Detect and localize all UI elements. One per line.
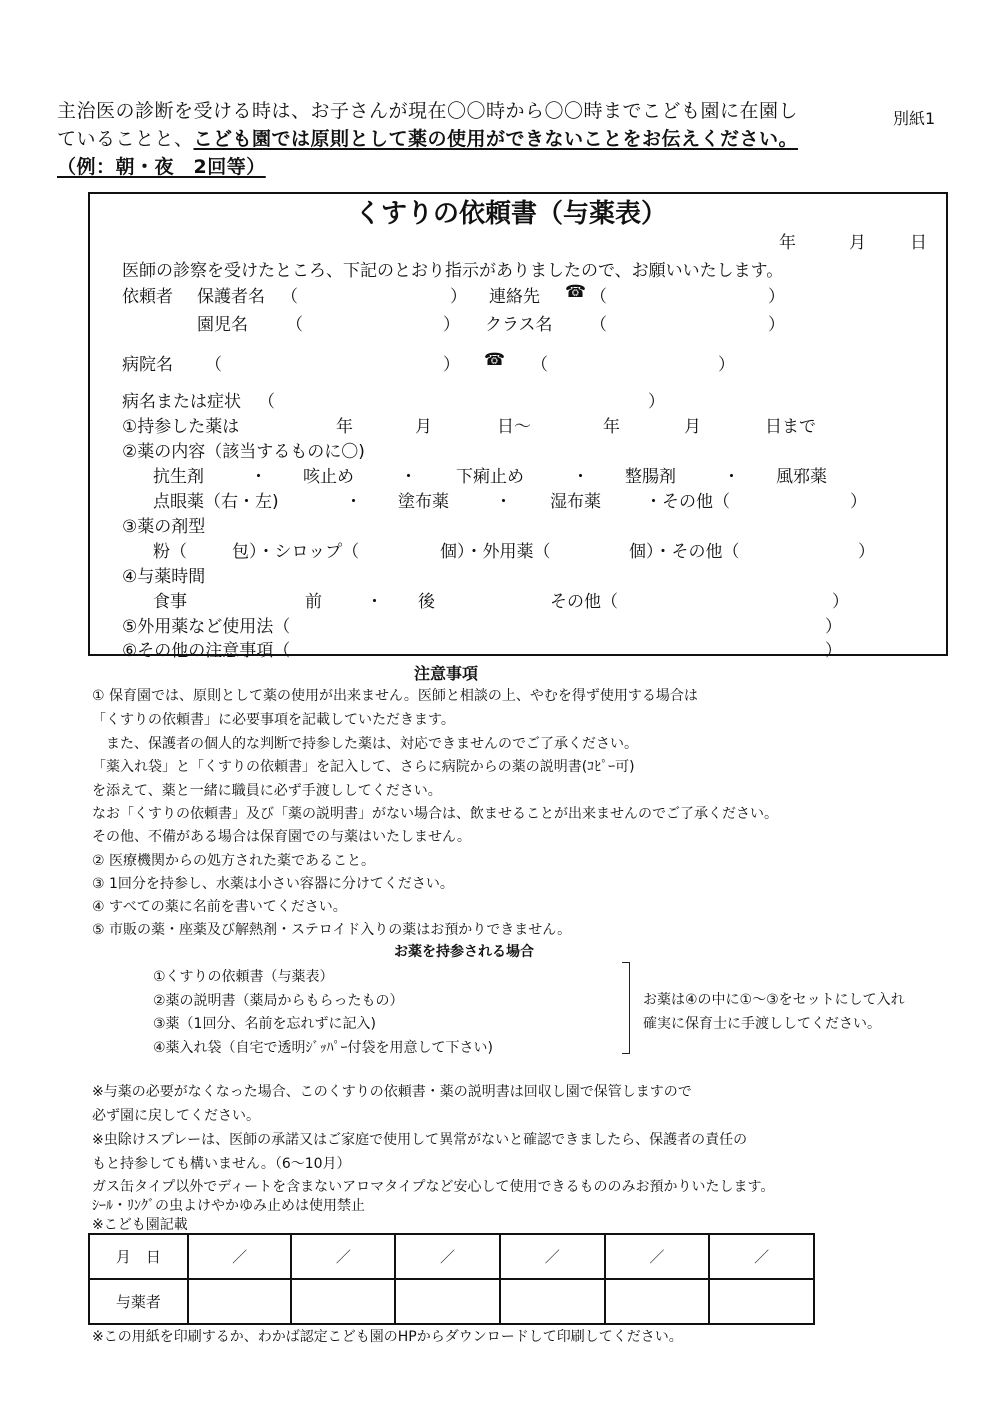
form-packet-syrup: 包）・シロップ（: [232, 542, 360, 562]
footer-line-4: もと持参しても構いません。（6～10月）: [92, 1156, 351, 1172]
footer-line-5: ガス缶タイプ以外でディートを含まないアロマタイプなど安心して使用できるもののみお預かりいたします。: [92, 1179, 775, 1195]
administrator-cell-5[interactable]: [605, 1279, 710, 1324]
item4-label: ④与薬時間: [122, 567, 206, 587]
disease-label: 病名または症状: [122, 392, 241, 412]
bring-item-4: ④薬入れ袋（自宅で透明ｼﾞｯﾊﾟｰ付袋を用意して下さい): [153, 1040, 494, 1056]
child-close: ）: [443, 315, 460, 335]
item6-label: ⑥その他の注意事項（: [122, 641, 291, 661]
footer-bottom-note: ※この用紙を印刷するか、わかば認定こども園のHPからダウンロードして印刷してください。: [92, 1329, 683, 1345]
class-open: （: [590, 315, 607, 335]
timing-other-open: その他（: [550, 592, 618, 612]
type-intestinal: 整腸剤: [625, 467, 676, 487]
timing-meal: 食事: [153, 592, 187, 612]
hospital-close: ）: [443, 355, 460, 375]
bring-heading: お薬を持参される場合: [394, 944, 534, 960]
type-patch: 湿布薬: [550, 492, 601, 512]
note-line-4: 「薬入れ袋」と「くすりの依頼書」を記入して、さらに病院からの薬の説明書(ｺﾋﾟｰ可): [92, 759, 635, 775]
type-other-open: ・その他（: [645, 492, 730, 512]
date-cell-6[interactable]: ／: [709, 1234, 814, 1279]
note-line-7: その他、不備がある場合は保育園での与薬はいたしません。: [92, 829, 471, 845]
type-dot-6: ・: [495, 492, 512, 512]
item1-from: 日～: [497, 417, 531, 437]
item1-month: 月: [415, 417, 432, 437]
item1-year: 年: [336, 417, 353, 437]
bring-item-3: ③薬（1回分、名前を忘れずに記入): [153, 1016, 376, 1032]
table-row-date: [89, 1234, 814, 1279]
date-month: 月: [849, 233, 866, 253]
hospital-phone-open: （: [531, 355, 548, 375]
bring-bracket: [622, 962, 630, 1054]
annex-label: 別紙1: [893, 109, 936, 128]
type-ointment: 塗布薬: [398, 492, 449, 512]
date-cell-4[interactable]: ／: [500, 1234, 605, 1279]
date-cell-3[interactable]: ／: [395, 1234, 500, 1279]
note-line-9: ③ 1回分を持参し、水薬は小さい容器に分けてください。: [92, 876, 454, 892]
header-line-3: （例：朝・夜 2回等）: [57, 156, 266, 178]
administrator-cell-3[interactable]: [395, 1279, 500, 1324]
administrator-cell-2[interactable]: [291, 1279, 395, 1324]
date-header-cell: 月 日: [89, 1234, 188, 1279]
guardian-close: ）: [450, 287, 467, 307]
bring-note-2: 確実に保育士に手渡ししてください。: [643, 1016, 881, 1032]
timing-before: 前: [305, 592, 322, 612]
contact-open: （: [590, 287, 607, 307]
header-line-2-bold: こども園では原則として薬の使用ができないことをお伝えください。: [193, 128, 799, 150]
note-line-3: また、保護者の個人的な判断で持参した薬は、対応できませんのでご了承ください。: [92, 736, 638, 752]
timing-dot: ・: [366, 592, 383, 612]
guardian-label: 保護者名: [197, 287, 265, 307]
type-diarrhea: 下痢止め: [456, 467, 524, 487]
header-line-1: 主治医の診断を受ける時は、お子さんが現在〇〇時から〇〇時までこども園に在園し: [57, 100, 799, 122]
form-piece-external: 個）・外用薬（: [440, 542, 551, 562]
date-cell-2[interactable]: ／: [291, 1234, 395, 1279]
form-piece-other: 個）・その他（: [629, 542, 740, 562]
contact-label: 連絡先: [489, 287, 540, 307]
administrator-cell-4[interactable]: [500, 1279, 605, 1324]
hospital-phone-icon: ☎: [484, 350, 506, 370]
bring-item-2: ②薬の説明書（薬局からもらったもの）: [153, 993, 404, 1009]
item5-close: ）: [825, 617, 842, 637]
note-line-10: ④ すべての薬に名前を書いてください。: [92, 899, 347, 915]
form-title: くすりの依頼書（与薬表）: [355, 199, 668, 229]
disease-close: ）: [648, 392, 665, 412]
bring-note-1: お薬は④の中に①～③をセットにして入れ: [643, 992, 905, 1008]
type-dot-3: ・: [572, 467, 589, 487]
hospital-label: 病院名: [122, 355, 173, 375]
item1-label: ①持参した薬は: [122, 417, 240, 437]
item1-year2: 年: [603, 417, 620, 437]
hospital-open: （: [205, 355, 222, 375]
hospital-phone-close: ）: [718, 355, 735, 375]
guardian-open: （: [281, 287, 298, 307]
type-dot-2: ・: [400, 467, 417, 487]
contact-close: ）: [768, 287, 785, 307]
form-other-close: ）: [858, 542, 875, 562]
note-line-6: なお「くすりの依頼書」及び「薬の説明書」がない場合は、飲ませることが出来ませんのでご了承ください。: [92, 806, 778, 822]
administrator-cell-1[interactable]: [188, 1279, 292, 1324]
header-line-2: [57, 124, 798, 151]
date-cell-5[interactable]: ／: [605, 1234, 710, 1279]
child-open: （: [286, 315, 303, 335]
item6-close: ）: [825, 641, 842, 661]
requester-label: 依頼者: [122, 287, 173, 307]
notes-heading: 注意事項: [414, 664, 479, 683]
administration-record-table: [88, 1233, 815, 1325]
date-year: 年: [779, 233, 796, 253]
disease-open: （: [258, 392, 275, 412]
note-line-8: ② 医療機関からの処方された薬であること。: [92, 853, 375, 869]
type-eyedrop: 点眼薬（右・左): [153, 492, 279, 512]
form-intro: 医師の診察を受けたところ、下記のとおり指示がありましたので、お願いいたします。: [122, 261, 784, 281]
type-dot-4: ・: [723, 467, 740, 487]
item3-label: ③薬の剤型: [122, 517, 206, 537]
timing-other-close: ）: [832, 592, 849, 612]
footer-line-6: ｼｰﾙ・ﾘﾝｸﾞの虫よけやかゆみ止めは使用禁止: [92, 1198, 365, 1214]
type-antibiotic: 抗生剤: [153, 467, 204, 487]
type-other-close: ）: [850, 492, 867, 512]
note-line-1: ① 保育園では、原則として薬の使用が出来ません。医師と相談の上、やむを得ず使用する場合は: [92, 688, 698, 704]
type-dot-1: ・: [250, 467, 267, 487]
type-cough: 咳止め: [303, 467, 354, 487]
footer-line-1: ※与薬の必要がなくなった場合、このくすりの依頼書・薬の説明書は回収し園で保管しますので: [92, 1084, 692, 1100]
item5-label: ⑤外用薬など使用法（: [122, 617, 291, 637]
date-cell-1[interactable]: ／: [188, 1234, 292, 1279]
administrator-cell-6[interactable]: [709, 1279, 814, 1324]
date-day: 日: [910, 233, 927, 253]
administrator-header-cell: 与薬者: [89, 1279, 188, 1324]
note-line-2: 「くすりの依頼書」に必要事項を記載していただきます。: [92, 712, 455, 728]
type-dot-5: ・: [345, 492, 362, 512]
item1-until: 日まで: [765, 417, 816, 437]
class-label: クラス名: [485, 315, 553, 335]
child-label: 園児名: [197, 315, 248, 335]
phone-icon: ☎: [565, 282, 587, 302]
class-close: ）: [768, 315, 785, 335]
footer-line-2: 必ず園に戻してください。: [92, 1108, 260, 1124]
type-cold: 風邪薬: [776, 467, 827, 487]
timing-after: 後: [418, 592, 435, 612]
bring-item-1: ①くすりの依頼書（与薬表）: [153, 969, 334, 985]
item1-month2: 月: [684, 417, 701, 437]
item2-label: ②薬の内容（該当するものに〇): [122, 442, 365, 462]
footer-line-3: ※虫除けスプレーは、医師の承諾又はご家庭で使用して異常がないと確認できましたら、保護者の責任の: [92, 1132, 748, 1148]
form-powder: 粉（: [153, 542, 187, 562]
note-line-11: ⑤ 市販の薬・座薬及び解熱剤・ステロイド入りの薬はお預かりできません。: [92, 922, 572, 938]
note-line-5: を添えて、薬と一緒に職員に必ず手渡ししてください。: [92, 783, 442, 799]
table-row-administrator: [89, 1279, 814, 1324]
header-line-2-plain: ていることと、: [57, 128, 194, 150]
footer-line-7: ※こども園記載: [92, 1217, 188, 1233]
